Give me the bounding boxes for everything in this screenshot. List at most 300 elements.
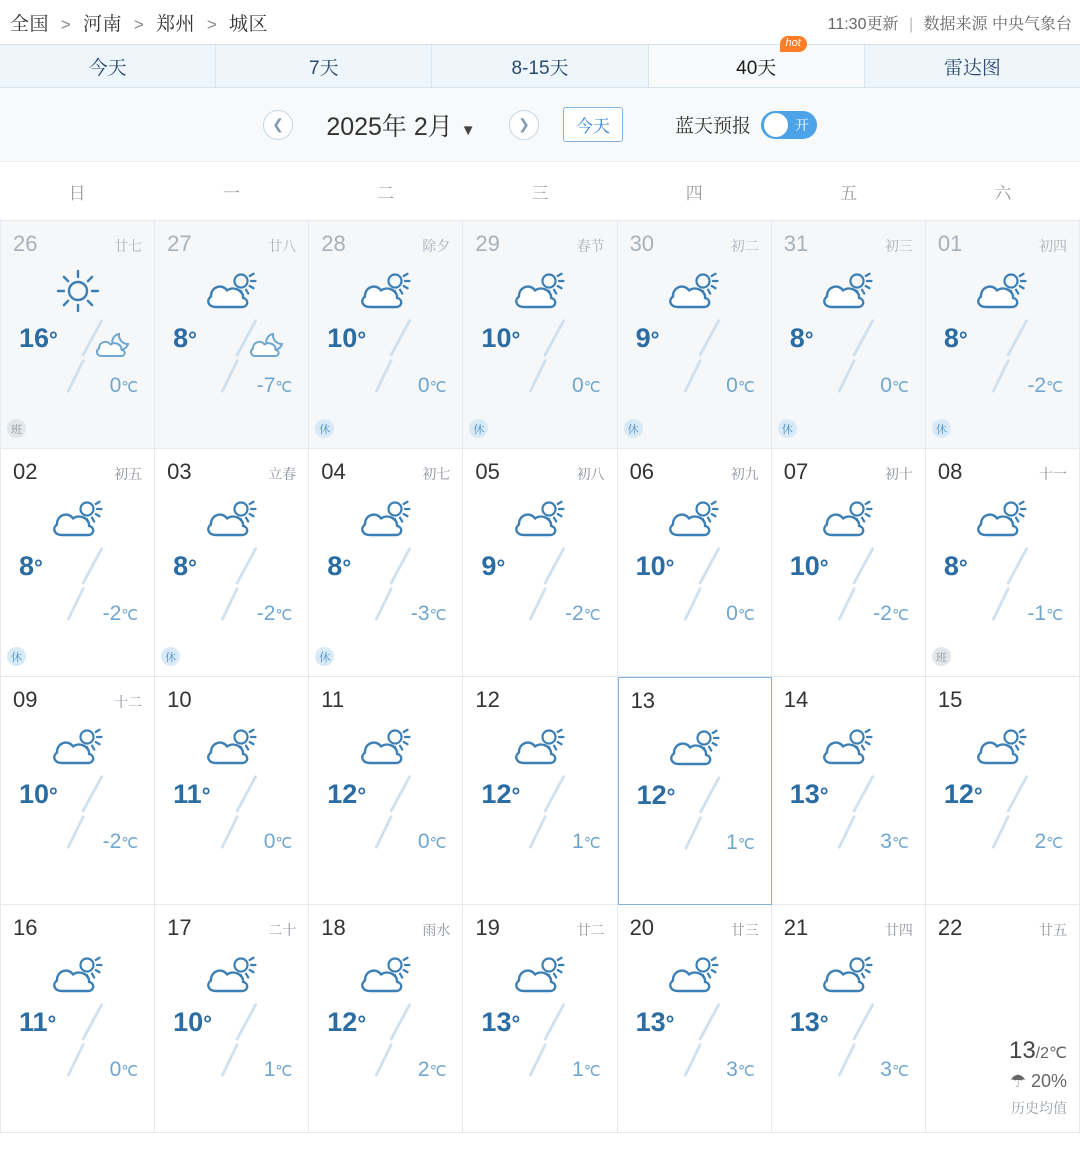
low-temperature: -1℃	[1027, 602, 1063, 625]
high-temperature: 11°	[173, 779, 211, 809]
calendar-day-cell[interactable]	[155, 221, 309, 449]
calendar-grid	[0, 220, 1080, 1133]
chevron-right-icon[interactable]: ❯	[509, 110, 539, 140]
history-precip: ☂ 20%	[1009, 1071, 1067, 1091]
today-button[interactable]: 今天	[563, 107, 623, 142]
high-temperature: 16°	[19, 323, 58, 353]
lunar-label: 廿二	[576, 922, 605, 938]
breadcrumb-item-district[interactable]: 城区	[229, 13, 269, 35]
high-temperature: 12°	[327, 1007, 367, 1037]
cell-header	[784, 915, 913, 941]
lunar-label: 初四	[1038, 238, 1067, 254]
weather-icon	[475, 495, 604, 543]
temperature-block	[321, 545, 450, 640]
tab-today[interactable]	[0, 45, 216, 87]
day-number: 27	[167, 231, 192, 256]
temperature-block	[475, 545, 604, 640]
high-temperature: 9°	[481, 551, 506, 581]
breadcrumb-separator: >	[206, 14, 218, 34]
high-temperature: 9°	[635, 323, 660, 353]
sun-behind-cloud-icon	[816, 267, 880, 315]
lunar-label: 初九	[730, 466, 759, 482]
calendar-day-cell[interactable]	[309, 905, 463, 1133]
day-number: 16	[13, 915, 38, 940]
sun-behind-cloud-icon	[46, 951, 110, 999]
high-temperature: 10°	[635, 551, 675, 581]
sun-behind-cloud-icon	[662, 267, 726, 315]
weather-icon	[13, 951, 142, 999]
weather-icon	[13, 267, 142, 315]
calendar-day-cell[interactable]	[463, 677, 617, 905]
temperature-block	[13, 545, 142, 640]
weather-icon	[321, 951, 450, 999]
tab-label: 40天	[736, 57, 777, 79]
temperature-block	[784, 773, 913, 868]
temperature-block	[784, 317, 913, 412]
low-temperature: -7℃	[256, 374, 293, 397]
day-number: 19	[475, 915, 500, 940]
tab-7days[interactable]	[216, 45, 432, 87]
update-info	[828, 11, 1072, 34]
bluesky-label: 蓝天预报	[674, 116, 751, 137]
lunar-label: 廿七	[114, 238, 143, 254]
lunar-label: 初七	[422, 466, 451, 482]
temperature-block	[630, 317, 759, 412]
cell-header	[321, 231, 450, 257]
temperature-block	[167, 773, 296, 868]
sun-behind-cloud-icon	[662, 495, 726, 543]
day-number: 13	[630, 688, 656, 713]
holiday-badge: 休	[778, 419, 797, 438]
lunar-label: 二十	[268, 922, 297, 938]
temperature-block	[938, 773, 1067, 868]
sun-behind-cloud-icon	[508, 495, 572, 543]
day-number: 08	[937, 459, 963, 484]
temperature-block	[13, 773, 142, 868]
weather-icon	[630, 951, 759, 999]
high-temperature: 13°	[635, 1007, 675, 1037]
low-temperature: 1℃	[572, 1058, 601, 1081]
day-number: 29	[475, 231, 500, 256]
breadcrumb	[10, 9, 268, 36]
temperature-block	[321, 317, 450, 412]
calendar-day-cell[interactable]	[618, 677, 772, 905]
toggle-state-label: 开	[795, 116, 809, 133]
low-temperature: 0℃	[417, 374, 447, 397]
sun-behind-cloud-icon	[46, 495, 110, 543]
sun-behind-cloud-icon	[508, 267, 572, 315]
sun-behind-cloud-icon	[970, 267, 1034, 315]
moon-behind-cloud-icon	[246, 329, 290, 363]
temperature-block	[784, 1001, 913, 1096]
calendar-day-cell[interactable]	[309, 221, 463, 449]
calendar-day-cell[interactable]	[618, 221, 772, 449]
sun-behind-cloud-icon	[816, 951, 880, 999]
lunar-label: 雨水	[422, 922, 451, 938]
calendar-day-cell[interactable]	[1, 677, 155, 905]
calendar-day-cell[interactable]	[926, 449, 1080, 677]
weather-icon	[167, 495, 296, 543]
low-temperature: 3℃	[880, 830, 909, 853]
bluesky-toggle[interactable]	[761, 111, 817, 139]
low-temperature: -2℃	[873, 602, 909, 625]
holiday-badge: 休	[624, 419, 643, 438]
temperature-block	[938, 317, 1067, 412]
low-temperature: 0℃	[417, 830, 447, 853]
lunar-label: 立春	[268, 466, 297, 482]
moon-behind-cloud-icon	[92, 329, 136, 363]
day-number: 31	[783, 231, 809, 256]
lunar-label: 春节	[576, 238, 605, 254]
weather-icon	[167, 951, 296, 999]
cell-header	[13, 915, 142, 941]
high-temperature: 13°	[789, 779, 829, 809]
day-number: 04	[321, 459, 346, 484]
high-temperature: 8°	[327, 551, 352, 581]
weather-icon	[784, 723, 913, 771]
sun-behind-cloud-icon	[663, 724, 727, 772]
weather-icon	[475, 951, 604, 999]
night-weather-icon	[92, 329, 136, 363]
temperature-block	[167, 545, 296, 640]
temperature-block	[938, 545, 1067, 640]
high-temperature: 8°	[943, 323, 968, 353]
temperature-block	[630, 1001, 759, 1096]
breadcrumb-item-city[interactable]: 郑州	[156, 13, 196, 35]
tab-bar	[0, 37, 1080, 88]
historical-average	[1009, 1037, 1067, 1118]
low-temperature: 0℃	[726, 602, 755, 625]
weekday-header	[0, 162, 1080, 220]
cell-header	[784, 687, 913, 713]
holiday-badge: 休	[469, 419, 488, 438]
low-temperature: -2℃	[102, 602, 139, 625]
day-number: 12	[475, 687, 500, 712]
day-number: 03	[167, 459, 192, 484]
cell-header	[475, 459, 604, 485]
low-temperature: -3℃	[410, 602, 447, 625]
bluesky-forecast-control	[675, 111, 817, 139]
cell-header	[784, 231, 913, 257]
low-temperature: 1℃	[726, 831, 755, 854]
high-temperature: 11°	[19, 1007, 57, 1037]
calendar-day-cell[interactable]	[926, 221, 1080, 449]
day-number: 28	[321, 231, 346, 256]
temperature-block	[167, 1001, 296, 1096]
low-temperature: 3℃	[880, 1058, 909, 1081]
weather-icon	[321, 267, 450, 315]
calendar-day-cell[interactable]	[618, 905, 772, 1133]
weather-icon	[631, 724, 759, 772]
calendar-day-cell[interactable]	[155, 905, 309, 1133]
month-selector[interactable]	[311, 107, 491, 143]
temperature-block	[475, 317, 604, 412]
holiday-badge: 班	[7, 419, 26, 438]
temperature-block	[475, 1001, 604, 1096]
weather-icon	[784, 495, 913, 543]
tab-radar[interactable]	[865, 45, 1080, 87]
lunar-label: 初八	[576, 466, 605, 482]
cell-header	[167, 231, 296, 257]
day-number: 01	[937, 231, 963, 256]
weather-icon	[630, 267, 759, 315]
temperature-block	[13, 1001, 142, 1096]
high-temperature: 10°	[481, 323, 521, 353]
day-number: 10	[167, 687, 192, 712]
high-temperature: 12°	[943, 779, 983, 809]
update-time: 11:30更新	[827, 15, 899, 33]
low-temperature: 0℃	[109, 374, 139, 397]
sun-behind-cloud-icon	[354, 267, 418, 315]
holiday-badge: 班	[932, 647, 951, 666]
sun-behind-cloud-icon	[970, 723, 1034, 771]
weekday-thu: 四	[685, 183, 703, 203]
calendar-day-cell[interactable]	[926, 905, 1080, 1133]
sun-behind-cloud-icon	[200, 495, 264, 543]
high-temperature: 12°	[481, 779, 521, 809]
sun-behind-cloud-icon	[508, 723, 572, 771]
calendar-day-cell[interactable]	[772, 449, 926, 677]
day-number: 26	[13, 231, 38, 256]
cell-header	[630, 231, 759, 257]
weather-icon	[938, 723, 1067, 771]
high-temperature: 13°	[789, 1007, 829, 1037]
low-temperature: 0℃	[726, 374, 755, 397]
sun-behind-cloud-icon	[200, 951, 264, 999]
calendar-day-cell[interactable]	[463, 449, 617, 677]
top-bar	[0, 0, 1080, 44]
lunar-label: 廿五	[1038, 922, 1067, 938]
weekday-sun: 日	[68, 183, 86, 203]
low-temperature: 0℃	[572, 374, 601, 397]
cell-header	[167, 687, 296, 713]
day-number: 09	[13, 687, 38, 712]
high-temperature: 13°	[481, 1007, 521, 1037]
temperature-block	[475, 773, 604, 868]
cell-header	[321, 687, 450, 713]
low-temperature: 3℃	[726, 1058, 755, 1081]
low-temperature: 1℃	[263, 1058, 293, 1081]
holiday-badge: 休	[932, 419, 951, 438]
weather-icon	[13, 495, 142, 543]
day-number: 20	[629, 915, 655, 940]
weather-icon	[167, 267, 296, 315]
low-temperature: 2℃	[417, 1058, 447, 1081]
data-source: 数据来源 中央气象台	[923, 15, 1072, 33]
sun-behind-cloud-icon	[816, 495, 880, 543]
weather-icon	[938, 495, 1067, 543]
month-control-bar	[0, 88, 1080, 162]
tab-label: 今天	[88, 57, 127, 79]
calendar-day-cell[interactable]	[618, 449, 772, 677]
chevron-left-icon[interactable]: ❮	[263, 110, 293, 140]
high-temperature: 10°	[327, 323, 367, 353]
calendar-day-cell[interactable]	[155, 677, 309, 905]
weather-icon	[167, 723, 296, 771]
high-temperature: 10°	[789, 551, 829, 581]
cell-header	[630, 915, 759, 941]
holiday-badge: 休	[161, 647, 180, 666]
tab-label: 雷达图	[943, 57, 1001, 79]
lunar-label: 十一	[1038, 466, 1067, 482]
cell-header	[167, 459, 296, 485]
day-number: 21	[783, 915, 809, 940]
day-number: 30	[629, 231, 655, 256]
breadcrumb-separator: >	[133, 14, 145, 34]
calendar-day-cell[interactable]	[463, 221, 617, 449]
weekday-fri: 五	[840, 183, 858, 203]
sun-behind-cloud-icon	[354, 951, 418, 999]
day-number: 15	[937, 687, 963, 712]
tab-label: 7天	[309, 57, 339, 79]
weekday-wed: 三	[531, 183, 549, 203]
low-temperature: -2℃	[256, 602, 293, 625]
high-temperature: 8°	[943, 551, 968, 581]
temperature-block	[630, 545, 759, 640]
sun-behind-cloud-icon	[816, 723, 880, 771]
weather-icon	[321, 495, 450, 543]
tab-label: 8-15天	[511, 57, 569, 79]
lunar-label: 廿八	[268, 238, 297, 254]
toggle-knob	[764, 113, 788, 137]
holiday-badge: 休	[315, 419, 334, 438]
sun-behind-cloud-icon	[970, 495, 1034, 543]
sun-behind-cloud-icon	[508, 951, 572, 999]
sun-icon	[50, 267, 106, 315]
calendar-day-cell[interactable]	[772, 221, 926, 449]
low-temperature: 1℃	[572, 830, 601, 853]
calendar-day-cell[interactable]	[772, 677, 926, 905]
tab-40days[interactable]	[649, 37, 865, 87]
temperature-block	[321, 1001, 450, 1096]
calendar-day-cell[interactable]	[463, 905, 617, 1133]
chevron-down-icon: ▼	[460, 121, 476, 139]
high-temperature: 8°	[173, 323, 197, 353]
cell-header	[938, 459, 1067, 485]
sun-behind-cloud-icon	[662, 951, 726, 999]
calendar-day-cell[interactable]	[1, 221, 155, 449]
month-label: 2025年 2月	[326, 112, 453, 141]
calendar-day-cell[interactable]	[926, 677, 1080, 905]
cell-header	[938, 915, 1067, 941]
high-temperature: 8°	[789, 323, 814, 353]
day-number: 06	[629, 459, 655, 484]
cell-header	[13, 459, 142, 485]
lunar-label: 初十	[884, 466, 913, 482]
lunar-label: 十二	[114, 694, 143, 710]
sun-behind-cloud-icon	[200, 723, 264, 771]
cell-header	[631, 688, 759, 714]
breadcrumb-separator: >	[60, 14, 72, 34]
cell-header	[938, 687, 1067, 713]
temperature-block	[13, 317, 142, 412]
high-temperature: 8°	[19, 551, 43, 581]
calendar-day-cell[interactable]	[309, 449, 463, 677]
cell-header	[630, 459, 759, 485]
lunar-label: 廿四	[884, 922, 913, 938]
high-temperature: 12°	[327, 779, 367, 809]
weather-icon	[784, 951, 913, 999]
day-number: 05	[475, 459, 500, 484]
cell-header	[167, 915, 296, 941]
lunar-label: 初二	[730, 238, 759, 254]
weather-icon	[630, 495, 759, 543]
day-number: 02	[13, 459, 38, 484]
weather-icon	[475, 267, 604, 315]
calendar-day-cell[interactable]	[1, 449, 155, 677]
cell-header	[475, 231, 604, 257]
low-temperature: -2℃	[565, 602, 601, 625]
day-number: 11	[321, 687, 345, 712]
night-weather-icon	[246, 329, 290, 363]
day-number: 07	[783, 459, 809, 484]
info-divider: |	[908, 15, 914, 33]
sun-behind-cloud-icon	[354, 723, 418, 771]
weekday-mon: 一	[222, 183, 240, 203]
cell-header	[321, 915, 450, 941]
low-temperature: 2℃	[1034, 830, 1063, 853]
day-number: 22	[937, 915, 963, 940]
high-temperature: 12°	[636, 780, 676, 810]
sun-behind-cloud-icon	[46, 723, 110, 771]
low-temperature: -2℃	[102, 830, 139, 853]
day-number: 18	[321, 915, 346, 940]
cell-header	[938, 231, 1067, 257]
cell-header	[475, 687, 604, 713]
hot-badge: hot	[780, 36, 807, 52]
lunar-label: 初五	[114, 466, 143, 482]
calendar-day-cell[interactable]	[772, 905, 926, 1133]
high-temperature: 10°	[173, 1007, 212, 1037]
weather-icon	[321, 723, 450, 771]
low-temperature: -2℃	[1027, 374, 1063, 397]
tab-8to15days[interactable]	[432, 45, 648, 87]
cell-header	[13, 687, 142, 713]
temperature-block	[631, 774, 759, 869]
breadcrumb-item-national[interactable]: 全国	[10, 13, 50, 35]
day-number: 14	[783, 687, 809, 712]
weather-icon	[13, 723, 142, 771]
weather-icon	[784, 267, 913, 315]
calendar-day-cell[interactable]	[1, 905, 155, 1133]
lunar-label: 除夕	[422, 238, 451, 254]
sun-behind-cloud-icon	[200, 267, 264, 315]
temperature-block	[321, 773, 450, 868]
low-temperature: 0℃	[880, 374, 909, 397]
temperature-block	[784, 545, 913, 640]
lunar-label: 初三	[884, 238, 913, 254]
low-temperature: 0℃	[263, 830, 293, 853]
breadcrumb-item-province[interactable]: 河南	[83, 13, 123, 35]
temperature-block	[167, 317, 296, 412]
weekday-tue: 二	[377, 183, 395, 203]
day-number: 17	[167, 915, 192, 940]
cell-header	[321, 459, 450, 485]
history-temp: 13/2℃	[1008, 1037, 1067, 1064]
sun-behind-cloud-icon	[354, 495, 418, 543]
holiday-badge: 休	[7, 647, 26, 666]
lunar-label: 廿三	[730, 922, 759, 938]
weather-icon	[475, 723, 604, 771]
cell-header	[475, 915, 604, 941]
history-label: 历史均值	[1010, 1100, 1067, 1116]
cell-header	[784, 459, 913, 485]
calendar-day-cell[interactable]	[155, 449, 309, 677]
holiday-badge: 休	[315, 647, 334, 666]
calendar-day-cell[interactable]	[309, 677, 463, 905]
weekday-sat: 六	[994, 183, 1012, 203]
high-temperature: 8°	[173, 551, 197, 581]
